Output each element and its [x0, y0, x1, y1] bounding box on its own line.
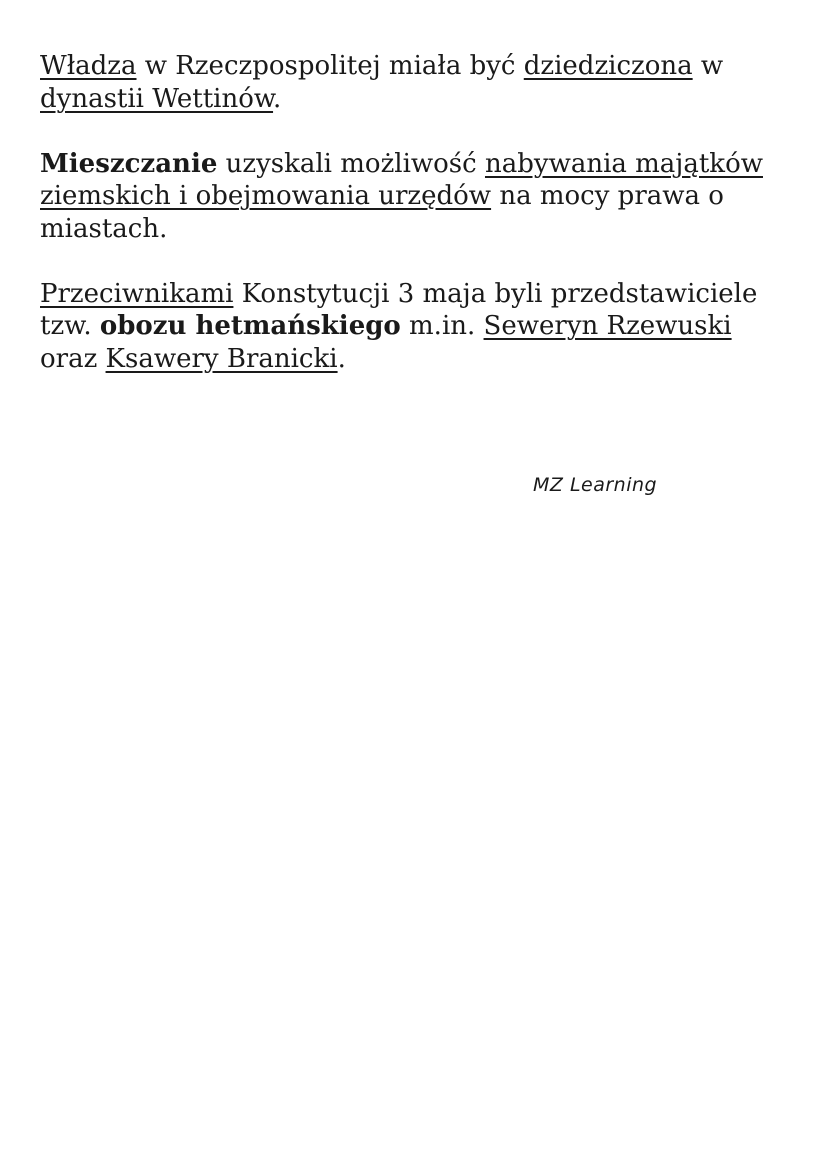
text-segment: w — [692, 51, 724, 81]
text-segment: oraz — [40, 343, 106, 374]
paragraph-wettin-dynasty — [40, 50, 800, 115]
text-segment: Seweryn Rzewuski — [483, 311, 732, 341]
text-segment: na mocy prawa o miastach. — [40, 181, 724, 244]
text-segment: m.in. — [400, 311, 484, 341]
document-body — [40, 50, 800, 408]
text-segment: Ksawery Branicki — [105, 343, 338, 374]
text-segment: dynastii Wettinów — [40, 83, 274, 114]
text-segment: . — [337, 343, 346, 374]
signature: MZ Learning — [533, 474, 658, 496]
paragraph-burghers — [40, 148, 800, 246]
text-segment: obozu hetmańskiego — [99, 311, 401, 341]
text-segment: Władza — [40, 51, 137, 81]
text-segment: Przeciwnikami — [40, 278, 234, 309]
text-segment: nabywania majątków ziemskich i obejmowania urzędów — [40, 148, 763, 211]
text-segment: Konstytucji 3 maja byli przedstawiciele tzw. — [40, 278, 758, 341]
text-segment: Mieszczanie — [40, 148, 218, 179]
paragraph-opponents — [40, 278, 800, 376]
text-segment: uzyskali możliwość — [217, 148, 485, 179]
text-segment: . — [273, 83, 282, 114]
text-segment: dziedziczona — [523, 51, 693, 81]
text-segment: w Rzeczpospolitej miała być — [136, 51, 524, 81]
